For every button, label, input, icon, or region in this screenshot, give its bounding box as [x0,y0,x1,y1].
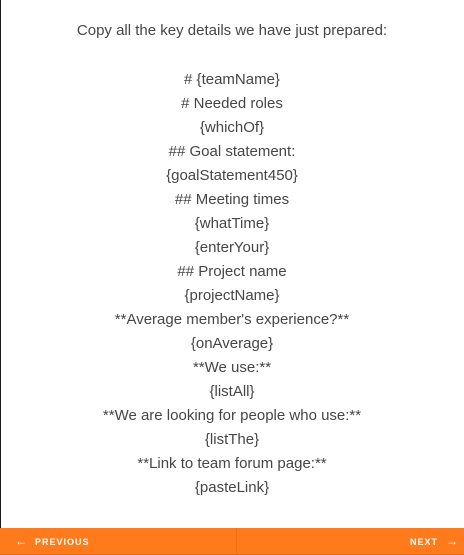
template-line-experience-heading: **Average member's experience?** [114,311,350,328]
arrow-right-icon: → [446,534,458,548]
template-line-goal-statement: {goalStatement450} [166,167,298,184]
footer-divider [236,528,237,555]
next-button-label: NEXT [409,536,438,547]
template-line-forum-link-heading: **Link to team forum page:** [137,455,327,472]
template-line-list-all: {listAll} [209,383,255,400]
template-line-list-the: {listThe} [204,431,260,448]
template-line-which-of: {whichOf} [199,119,265,136]
template-line-on-average: {onAverage} [190,335,274,352]
template-line-enter-your: {enterYour} [194,239,270,256]
template-line-goal-heading: ## Goal statement: [168,143,296,160]
previous-button[interactable] [15,528,90,555]
previous-button-label: PREVIOUS [35,536,90,547]
navigation-footer [0,528,464,555]
template-line-team-name: # {teamName} [184,71,280,88]
template-line-paste-link: {pasteLink} [194,479,270,496]
template-line-meeting-heading: ## Meeting times [174,191,290,208]
arrow-left-icon: ← [15,534,27,548]
template-line-project-name: {projectName} [184,287,280,304]
intro-text: Copy all the key details we have just prepared: [76,22,388,39]
template-line-looking-for-heading: **We are looking for people who use:** [102,407,362,424]
template-line-project-heading: ## Project name [177,263,287,280]
next-button[interactable] [410,528,458,555]
template-lines [0,68,464,500]
template-line-needed-roles-heading: # Needed roles [181,95,283,112]
template-line-what-time: {whatTime} [194,215,270,232]
template-line-we-use-heading: **We use:** [192,359,272,376]
